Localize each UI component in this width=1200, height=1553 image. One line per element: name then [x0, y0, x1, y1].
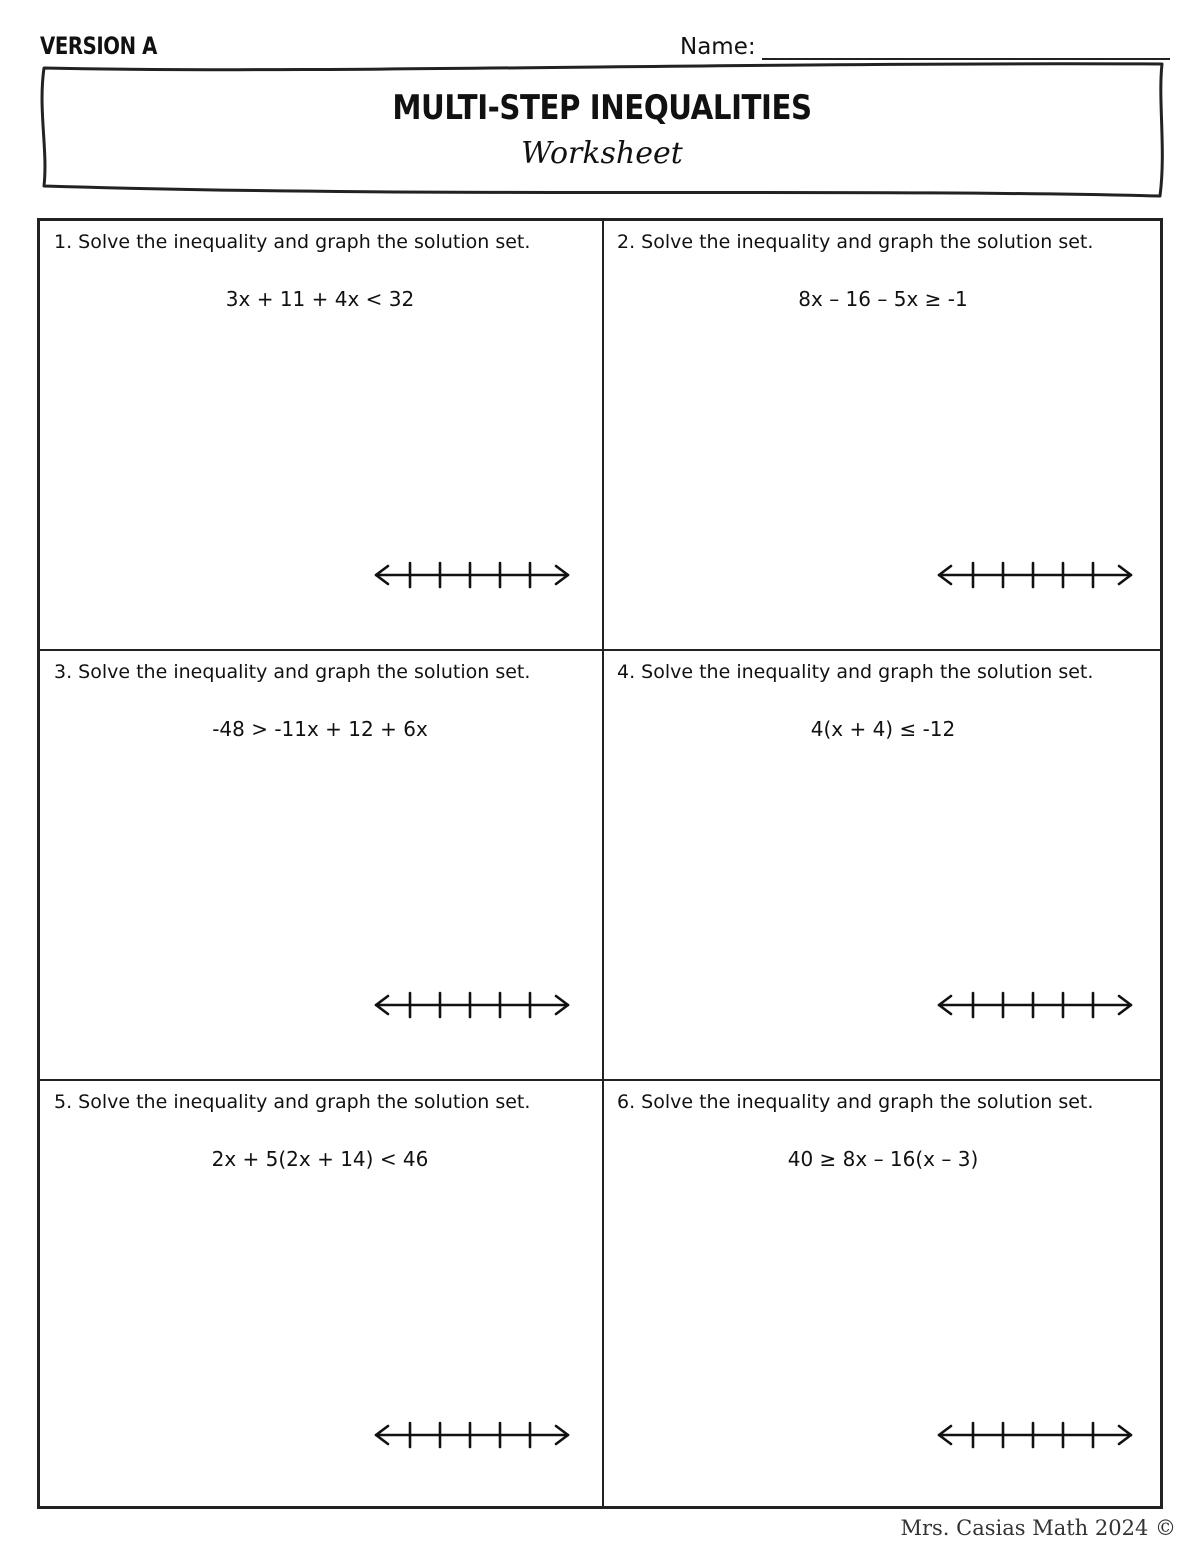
problem-prompt: 5. Solve the inequality and graph the solution set.: [54, 1091, 531, 1113]
problem-6[interactable]: [603, 1081, 1163, 1509]
title-banner: [36, 60, 1168, 202]
number-line[interactable]: [372, 555, 572, 595]
worksheet-title: MULTI-STEP INEQUALITIES: [392, 88, 812, 128]
problem-prompt: 6. Solve the inequality and graph the solution set.: [617, 1091, 1094, 1113]
problem-grid: [37, 218, 1163, 1509]
problem-equation: 2x + 5(2x + 14) < 46: [211, 1147, 429, 1171]
problem-equation: 4(x + 4) ≤ -12: [810, 717, 956, 741]
problem-prompt: 3. Solve the inequality and graph the solution set.: [54, 661, 531, 683]
problem-prompt: 4. Solve the inequality and graph the solution set.: [617, 661, 1094, 683]
banner-frame: [36, 60, 1168, 202]
problem-equation: 3x + 11 + 4x < 32: [225, 287, 415, 311]
problem-1[interactable]: [40, 221, 602, 649]
number-line[interactable]: [372, 985, 572, 1025]
problem-prompt: 1. Solve the inequality and graph the solution set.: [54, 231, 531, 253]
problem-equation: 40 ≥ 8x – 16(x – 3): [787, 1147, 979, 1171]
version-label: VERSION A: [40, 32, 157, 60]
copyright-credit: Mrs. Casias Math 2024 ©: [900, 1516, 1176, 1540]
number-line[interactable]: [372, 1415, 572, 1455]
problem-4[interactable]: [603, 651, 1163, 1079]
problem-5[interactable]: [40, 1081, 602, 1509]
number-line[interactable]: [935, 985, 1135, 1025]
problem-equation: -48 > -11x + 12 + 6x: [212, 717, 428, 741]
problem-3[interactable]: [40, 651, 602, 1079]
worksheet-subtitle: Worksheet: [521, 136, 683, 171]
number-line[interactable]: [935, 1415, 1135, 1455]
problem-2[interactable]: [603, 221, 1163, 649]
number-line[interactable]: [935, 555, 1135, 595]
problem-prompt: 2. Solve the inequality and graph the solution set.: [617, 231, 1094, 253]
problem-equation: 8x – 16 – 5x ≥ -1: [798, 287, 968, 311]
name-label: Name:: [680, 34, 756, 60]
